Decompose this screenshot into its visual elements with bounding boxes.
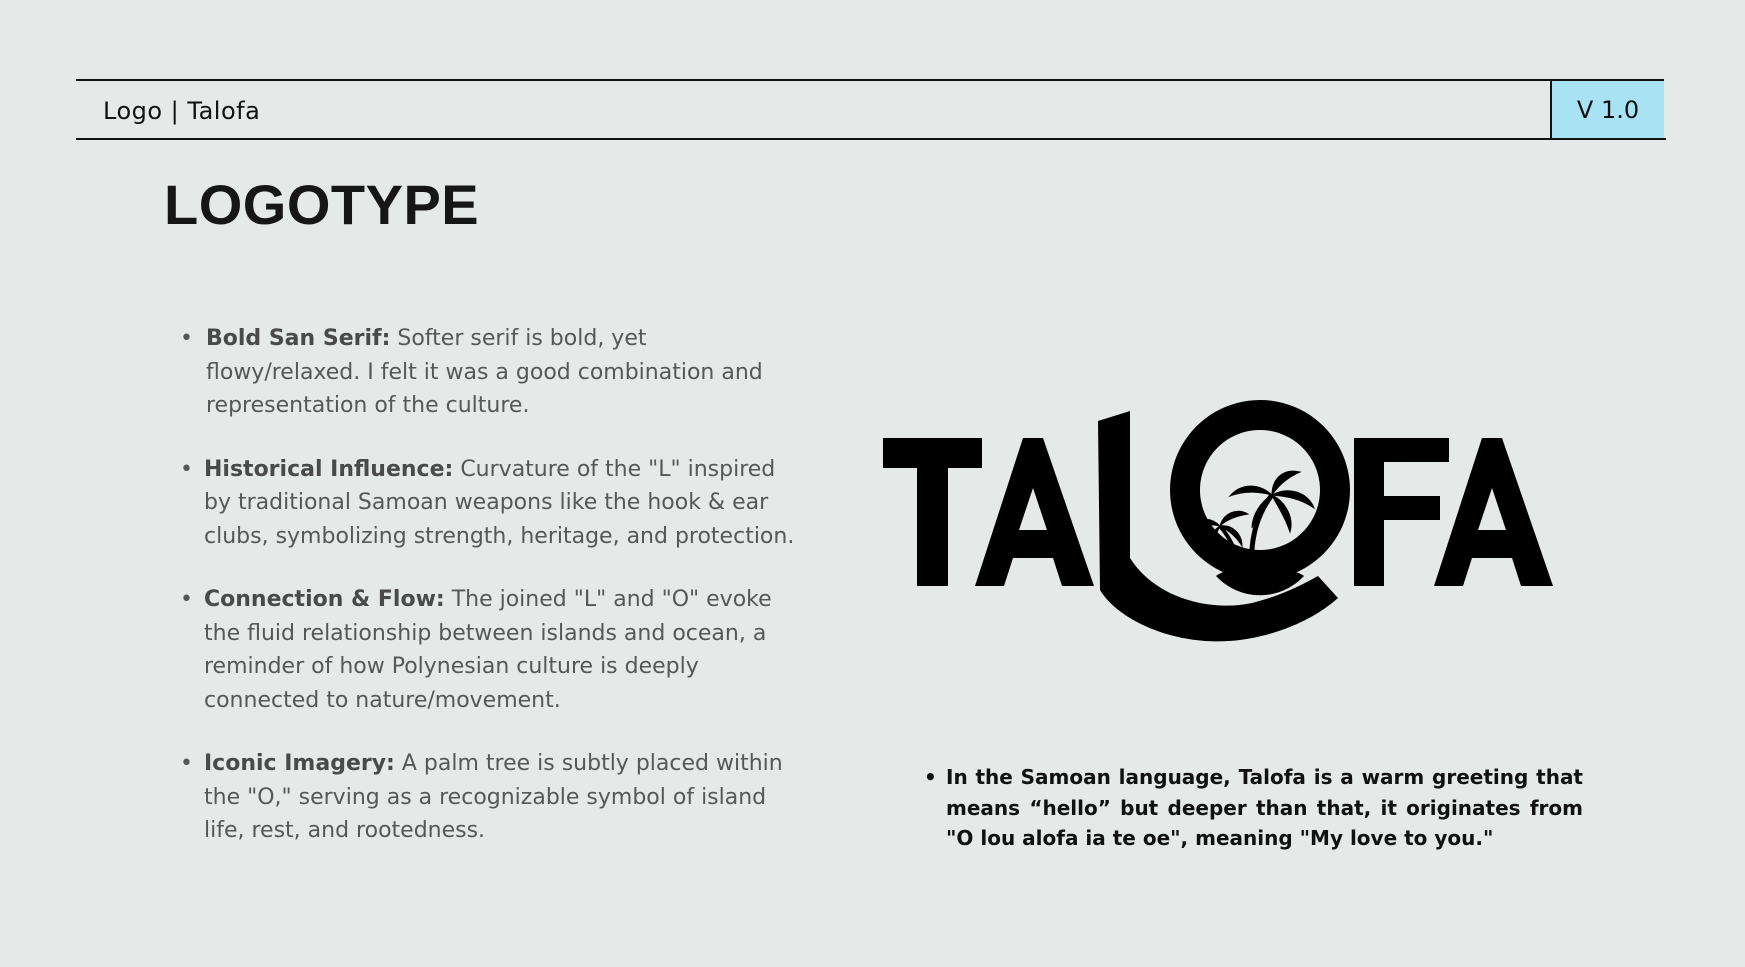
bullet-text: Softer serif is bold, yet flowy/relaxed. I felt it was a good combination and representation of the culture. — [206, 326, 763, 418]
bullet-item — [180, 453, 800, 554]
header-bar — [76, 79, 1666, 139]
version-badge: V 1.0 — [1550, 79, 1664, 138]
talofa-logo — [880, 400, 1600, 695]
bullet-item — [180, 322, 800, 423]
bullet-text: A palm tree is subtly placed within the "O," serving as a recognizable symbol of island life, rest, and rootedness. — [204, 751, 783, 843]
talofa-logo-graphic — [880, 400, 1600, 695]
letter-t — [883, 438, 982, 586]
bullet-item — [180, 747, 800, 848]
bullet-item — [180, 583, 800, 717]
bullet-text: Curvature of the "L" inspired by traditional Samoan weapons like the hook & ear clubs, symbolizing strength, heritage, and protection. — [204, 456, 795, 549]
letter-f — [1354, 438, 1449, 586]
header-top-rule — [76, 79, 1550, 81]
bullet-heading: Historical Influence: — [204, 456, 454, 482]
header-title: Logo | Talofa — [103, 97, 261, 125]
letter-a — [975, 438, 1094, 586]
letter-a-final — [1434, 438, 1553, 586]
bullet-list — [180, 322, 800, 848]
bullet-heading: Bold San Serif: — [206, 326, 391, 351]
bullet-heading: Iconic Imagery: — [204, 751, 395, 776]
header-bottom-rule — [76, 138, 1666, 140]
talofa-meaning-note: • In the Samoan language, Talofa is a warm greeting that means “hello” but deeper than that, it originates from "O lou alofa ia te oe", meaning "My love to you." — [924, 762, 1583, 854]
bullet-text: The joined "L" and "O" evoke the fluid relationship between islands and ocean, a reminder of how Polynesian culture is deeply connected to nature/movement. — [204, 587, 772, 713]
page-title: LOGOTYPE — [164, 173, 480, 236]
bullet-heading: Connection & Flow: — [204, 587, 445, 612]
